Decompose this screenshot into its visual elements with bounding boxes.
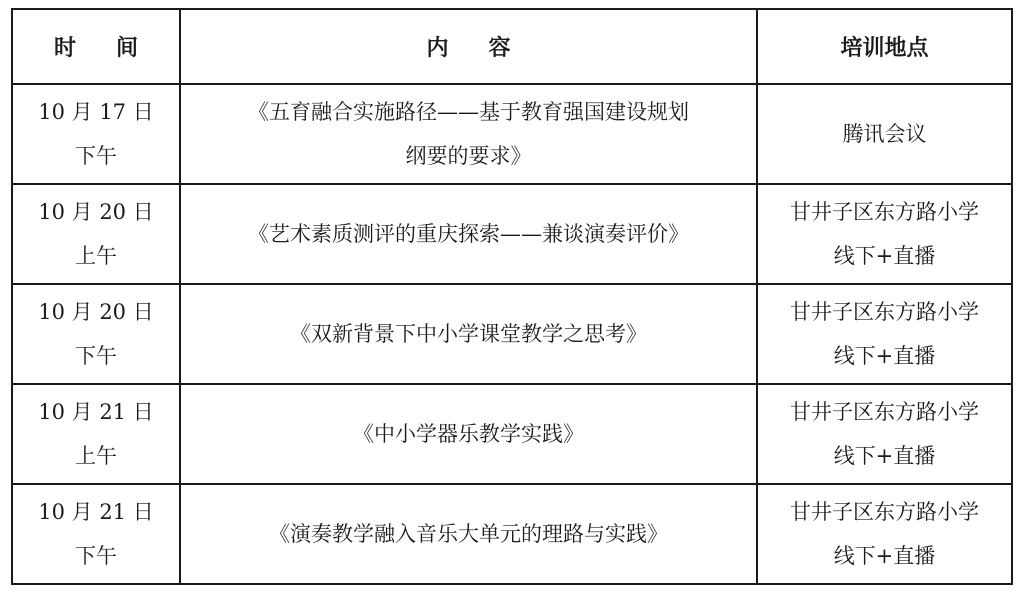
header-row — [12, 9, 1012, 84]
training-schedule-table — [11, 8, 1013, 585]
date-text: 10 月 20 日 — [38, 200, 154, 224]
content-text-line1: 《双新背景下中小学课堂教学之思考》 — [290, 322, 647, 346]
period-text: 下午 — [75, 144, 117, 168]
cell-time — [12, 384, 180, 484]
cell-place — [757, 84, 1012, 184]
place-text-line1: 甘井子区东方路小学 — [790, 300, 979, 324]
table-row — [12, 284, 1012, 384]
cell-time — [12, 284, 180, 384]
place-text-line1: 腾讯会议 — [842, 122, 927, 146]
period-text: 下午 — [75, 544, 117, 568]
table-body — [12, 84, 1012, 584]
place-text-line1: 甘井子区东方路小学 — [790, 400, 979, 424]
cell-time — [12, 84, 180, 184]
place-text-line2: 线下+直播 — [833, 344, 936, 368]
table-row — [12, 384, 1012, 484]
content-text-line2: 纲要的要求》 — [405, 144, 532, 168]
period-text: 下午 — [75, 344, 117, 368]
cell-content — [180, 384, 757, 484]
cell-time — [12, 184, 180, 284]
table-row — [12, 184, 1012, 284]
content-text-line1: 《中小学器乐教学实践》 — [353, 422, 584, 446]
header-content — [180, 9, 757, 84]
date-text: 10 月 20 日 — [38, 300, 154, 324]
header-content-char-1: 内 — [426, 35, 449, 61]
date-text: 10 月 21 日 — [38, 500, 154, 524]
cell-content — [180, 84, 757, 184]
cell-content — [180, 484, 757, 584]
date-text: 10 月 21 日 — [38, 400, 154, 424]
header-time-char-2: 间 — [116, 35, 139, 61]
cell-place — [757, 284, 1012, 384]
header-content-char-2: 容 — [488, 35, 511, 61]
period-text: 上午 — [75, 444, 117, 468]
header-place: 培训地点 — [757, 9, 1012, 84]
header-time — [12, 9, 180, 84]
cell-content — [180, 284, 757, 384]
cell-content — [180, 184, 757, 284]
content-text-line1: 《艺术素质测评的重庆探索——兼谈演奏评价》 — [248, 222, 689, 246]
table-header — [12, 9, 1012, 84]
cell-place — [757, 384, 1012, 484]
content-text-line1: 《五育融合实施路径——基于教育强国建设规划 — [248, 100, 689, 124]
date-text: 10 月 17 日 — [38, 100, 154, 124]
table-row — [12, 484, 1012, 584]
cell-time — [12, 484, 180, 584]
header-time-char-1: 时 — [53, 35, 76, 61]
period-text: 上午 — [75, 244, 117, 268]
place-text-line2: 线下+直播 — [833, 544, 936, 568]
place-text-line2: 线下+直播 — [833, 244, 936, 268]
place-text-line1: 甘井子区东方路小学 — [790, 200, 979, 224]
cell-place — [757, 184, 1012, 284]
cell-place — [757, 484, 1012, 584]
place-text-line2: 线下+直播 — [833, 444, 936, 468]
place-text-line1: 甘井子区东方路小学 — [790, 500, 979, 524]
content-text-line1: 《演奏教学融入音乐大单元的理路与实践》 — [269, 522, 668, 546]
table-row — [12, 84, 1012, 184]
